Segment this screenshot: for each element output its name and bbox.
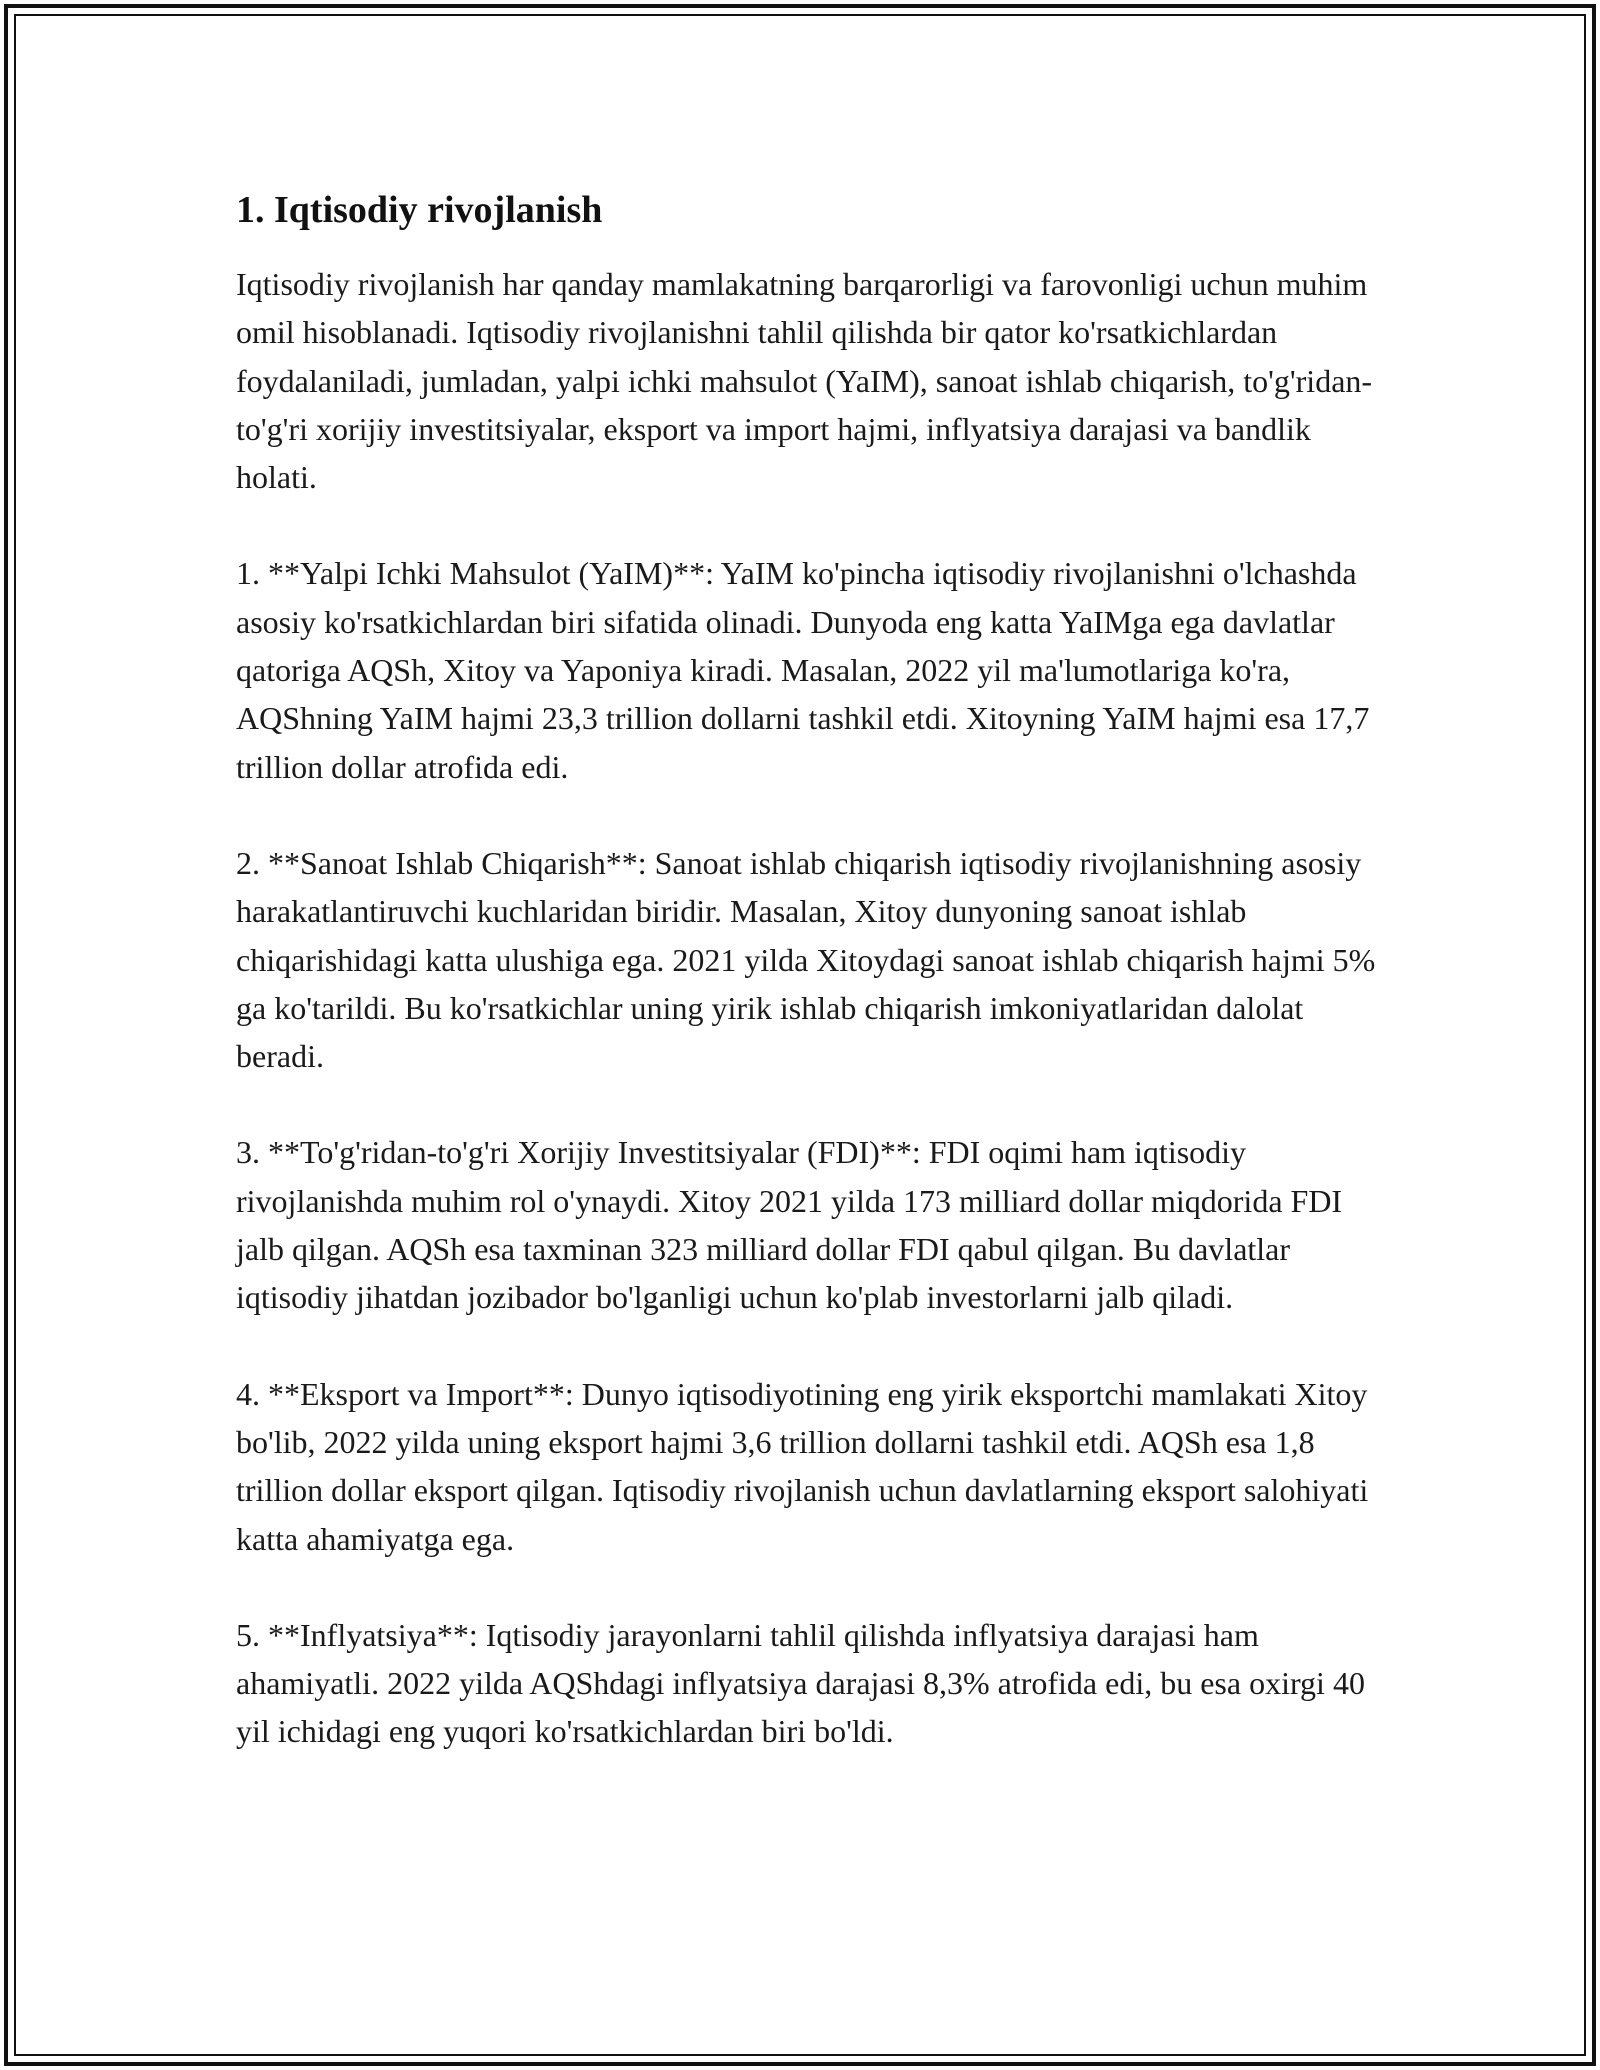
paragraph-industrial-production: 2. **Sanoat Ishlab Chiqarish**: Sanoat ishlab chiqarish iqtisodiy rivojlanishning asosiy harakatlantiruvchi kuchlaridan biridir. Masalan, Xitoy dunyoning sanoat ishlab chiqarishidagi katta ulushiga ega. 2021 yilda Xitoydagi sanoat ishlab chiqarish hajmi 5% ga ko'tarildi. Bu ko'rsatkichlar uning yirik ishlab chiqarish imkoniyatlaridan dalolat beradi. (236, 844, 1376, 1075)
paragraph-gdp: 1. **Yalpi Ichki Mahsulot (YaIM)**: YaIM ko'pincha iqtisodiy rivojlanishni o'lchashda asosiy ko'rsatkichlardan biri sifatida olinadi. Dunyoda eng katta YaIMga ega davlatlar qatoriga AQSh, Xitoy va Yaponiya kiradi. Masalan, 2022 yil ma'lumotlariga ko'ra, AQShning YaIM hajmi 23,3 trillion dollarni tashkil etdi. Xitoyning YaIM hajmi esa 17,7 trillion dollar atrofida edi. (236, 555, 1370, 785)
paragraph-export-import: 4. **Eksport va Import**: Dunyo iqtisodiyotining eng yirik eksportchi mamlakati Xitoy bo'lib, 2022 yilda uning eksport hajmi 3,6 trillion dollarni tashkil etdi. AQSh esa 1,8 trillion dollar eksport qilgan. Iqtisodiy rivojlanish uchun davlatlarning eksport salohiyati katta ahamiyatga ega. (236, 1375, 1369, 1557)
intro-paragraph: Iqtisodiy rivojlanish har qanday mamlakatning barqarorligi va farovonligi uchun muhim omil hisoblanadi. Iqtisodiy rivojlanishni tahlil qilishda bir qator ko'rsatkichlardan foydalaniladi, jumladan, yalpi ichki mahsulot (YaIM), sanoat ishlab chiqarish, to'g'ridan-to'g'ri xorijiy investitsiyalar, eksport va import hajmi, inflyatsiya darajasi va bandlik holati. (236, 266, 1373, 496)
paragraph-inflation: 5. **Inflyatsiya**: Iqtisodiy jarayonlarni tahlil qilishda inflyatsiya darajasi ham ahamiyatli. 2022 yilda AQShdagi inflyatsiya darajasi 8,3% atrofida edi, bu esa oxirgi 40 yil ichidagi eng yuqori ko'rsatkichlardan biri bo'ldi. (236, 1616, 1365, 1750)
section-heading: 1. Iqtisodiy rivojlanish (236, 189, 603, 231)
document-body (236, 186, 1386, 1804)
paragraph-fdi: 3. **To'g'ridan-to'g'ri Xorijiy Investitsiyalar (FDI)**: FDI oqimi ham iqtisodiy rivojlanishda muhim rol o'ynaydi. Xitoy 2021 yilda 173 milliard dollar miqdorida FDI jalb qilgan. AQSh esa taxminan 323 milliard dollar FDI qabul qilgan. Bu davlatlar iqtisodiy jihatdan jozibador bo'lganligi uchun ko'plab investorlarni jalb qiladi. (236, 1134, 1343, 1316)
